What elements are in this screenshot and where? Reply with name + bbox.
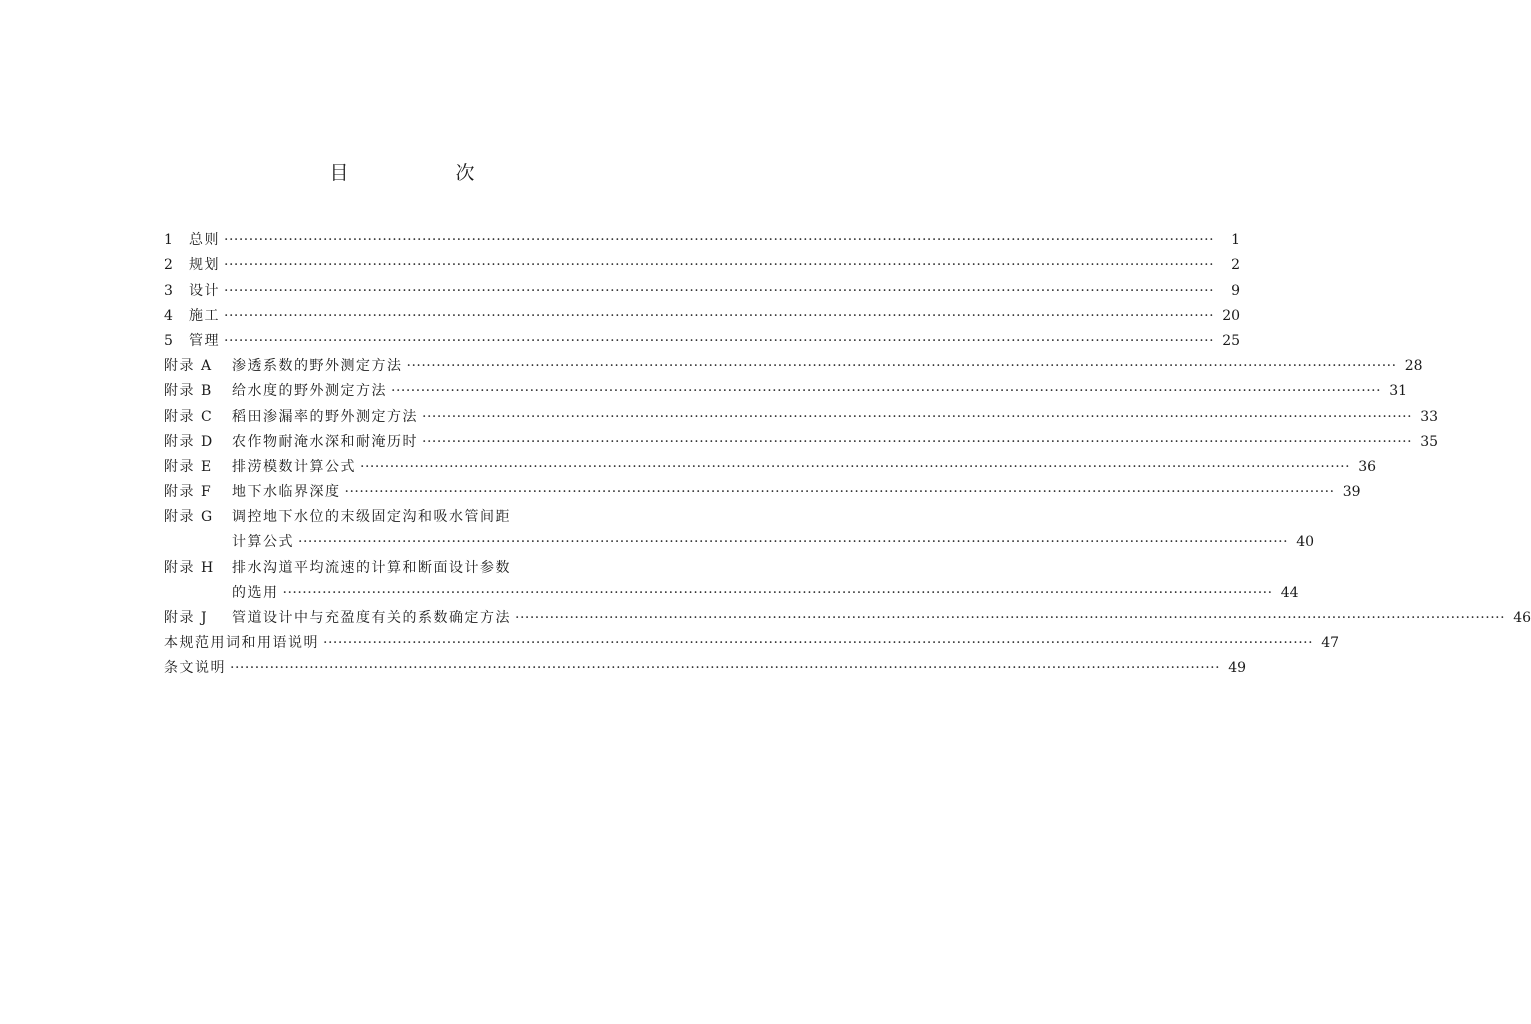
toc-entry-number: 附录 D [164, 433, 214, 450]
toc-entry-continuation[interactable] [164, 527, 1315, 552]
leader-dots: ········································································································································································································ [224, 332, 1215, 349]
toc-entry-number: 附录 G [164, 509, 214, 526]
toc-entry-number: 附录 E [164, 458, 213, 475]
toc-entry-title: 的选用 [232, 584, 279, 601]
toc-entry-title: 地下水临界深度 [232, 484, 341, 501]
table-of-contents [164, 225, 1531, 678]
toc-entry-title: 总则 [189, 232, 220, 249]
leader-dots: ········································································································································································································ [282, 584, 1273, 601]
toc-entry-number: 附录 C [164, 408, 214, 425]
toc-entry[interactable] [164, 628, 1340, 653]
toc-entry-continuation[interactable] [164, 578, 1299, 603]
toc-entry-page: 28 [1404, 358, 1423, 375]
toc-entry-number: 4 [164, 307, 175, 324]
leader-dots: ········································································································································································································ [323, 635, 1314, 652]
leader-dots: ········································································································································································································ [515, 610, 1506, 626]
leader-dots: ········································································································································································································ [298, 534, 1289, 551]
toc-entry-title: 管道设计中与充盈度有关的系数确定方法 [232, 610, 511, 626]
toc-entry-number: 附录 H [164, 559, 215, 576]
leader-dots: ········································································································································································································ [406, 358, 1397, 375]
toc-entry[interactable] [164, 301, 1241, 326]
toc-entry[interactable] [164, 603, 1531, 628]
toc-entry[interactable] [164, 427, 1439, 452]
toc-entry[interactable] [164, 250, 1241, 275]
toc-entry[interactable] [164, 452, 1377, 477]
toc-entry-page: 46 [1513, 610, 1531, 626]
leader-dots: ········································································································································································································ [360, 458, 1351, 475]
toc-entry-title: 调控地下水位的末级固定沟和吸水管间距 [232, 509, 511, 526]
toc-entry-number: 2 [164, 257, 175, 274]
leader-dots: ········································································································································································································ [224, 257, 1215, 274]
toc-entry-title: 渗透系数的野外测定方法 [232, 358, 403, 375]
toc-entry-page: 36 [1358, 458, 1377, 475]
toc-entry-number: 附录 A [164, 358, 213, 375]
toc-entry[interactable] [164, 376, 1408, 401]
toc-entry-page: 1 [1231, 232, 1241, 249]
toc-entry-number: 1 [164, 232, 175, 249]
toc-entry-number: 附录 B [164, 383, 213, 400]
toc-entry-page: 39 [1342, 484, 1361, 501]
toc-entry-title: 施工 [189, 307, 220, 324]
toc-entry-page: 40 [1296, 534, 1315, 551]
toc-entry-title: 本规范用词和用语说明 [164, 635, 319, 652]
toc-entry-page: 2 [1231, 257, 1241, 274]
toc-entry-title: 计算公式 [232, 534, 294, 551]
toc-entry[interactable] [164, 326, 1241, 351]
toc-entry-title: 排水沟道平均流速的计算和断面设计参数 [232, 559, 511, 576]
toc-entry-title: 规划 [189, 257, 220, 274]
toc-entry[interactable] [164, 477, 1361, 502]
toc-entry-number: 附录 J [164, 610, 209, 626]
page-title: 目 次 [329, 162, 519, 184]
leader-dots: ········································································································································································································ [224, 282, 1215, 299]
toc-entry-title: 稻田渗漏率的野外测定方法 [232, 408, 418, 425]
toc-entry-title: 管理 [189, 332, 220, 349]
toc-entry-page: 9 [1231, 282, 1241, 299]
toc-entry-page: 44 [1280, 584, 1299, 601]
leader-dots: ········································································································································································································ [422, 408, 1413, 425]
toc-entry[interactable] [164, 502, 640, 527]
toc-entry-title: 农作物耐淹水深和耐淹历时 [232, 433, 418, 450]
toc-entry-number: 5 [164, 332, 175, 349]
toc-entry-title: 条文说明 [164, 660, 226, 677]
toc-entry[interactable] [164, 653, 1247, 678]
toc-entry-title: 给水度的野外测定方法 [232, 383, 387, 400]
leader-dots: ········································································································································································································ [344, 484, 1335, 501]
toc-entry-page: 35 [1420, 433, 1439, 450]
leader-dots: ········································································································································································································ [230, 660, 1221, 677]
toc-entry[interactable] [164, 401, 1439, 426]
leader-dots: ········································································································································································································ [224, 232, 1215, 249]
leader-dots: ········································································································································································································ [224, 307, 1215, 324]
toc-entry-number: 附录 F [164, 484, 213, 501]
leader-dots: ········································································································································································································ [422, 433, 1413, 450]
toc-entry-title: 设计 [189, 282, 220, 299]
toc-entry[interactable] [164, 552, 640, 577]
toc-entry-page: 47 [1321, 635, 1340, 652]
toc-entry-page: 49 [1228, 660, 1247, 677]
leader-dots: ········································································································································································································ [391, 383, 1382, 400]
toc-entry[interactable] [164, 225, 1241, 250]
toc-entry[interactable] [164, 275, 1241, 300]
toc-entry-page: 33 [1420, 408, 1439, 425]
toc-entry-page: 25 [1222, 332, 1241, 349]
toc-entry[interactable] [164, 351, 1423, 376]
toc-entry-number: 3 [164, 282, 175, 299]
toc-entry-page: 31 [1389, 383, 1408, 400]
toc-entry-page: 20 [1222, 307, 1241, 324]
toc-entry-title: 排涝模数计算公式 [232, 458, 356, 475]
